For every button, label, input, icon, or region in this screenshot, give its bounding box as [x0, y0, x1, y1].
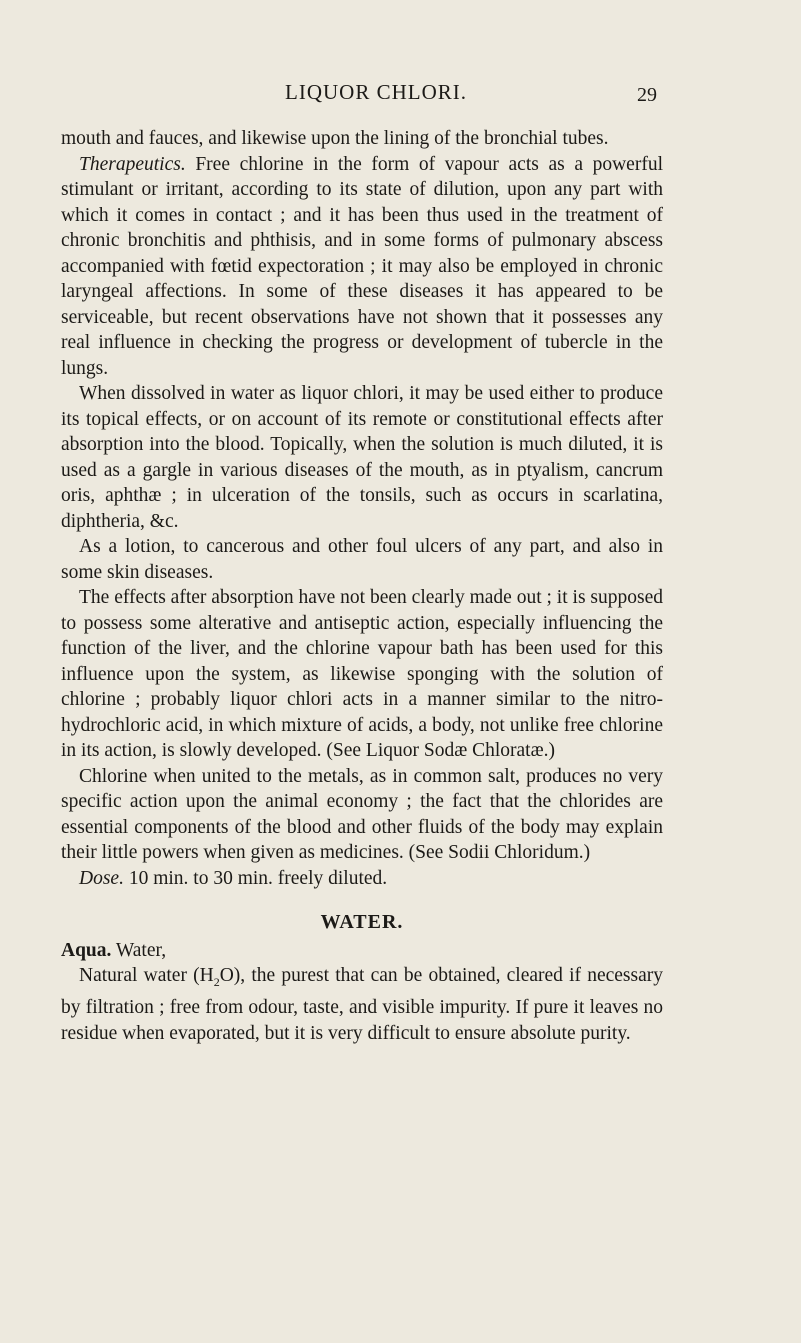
paragraph-natural-water [61, 963, 663, 1046]
paragraph-lotion: As a lotion, to cancerous and other foul ulcers of any part, and also in some skin diseases. [61, 536, 663, 583]
therapeutics-text: Free chlorine in the form of vapour acts as a powerful stimulant or irritant, according to its state of dilution, upon any part with which it comes in contact ; and it has been thus used in the treatment of chronic bronchitis and phthisis, and in some forms of pulmonary abscess accompanied with fœtid expectoration ; it may also be employed in chronic laryngeal affections. In some of these diseases it has appeared to be serviceable, but recent observations have not shown that it possesses any real influence in checking the progress or development of tubercle in the lungs. [61, 153, 663, 379]
paragraph-chlorine-metals: Chlorine when united to the metals, as in common salt, produces no very specific action upon the animal economy ; the fact that the chlorides are essential components of the blood and other fluids of the body may explain their little powers when given as medicines. (See Sodii Chloridum.) [61, 765, 663, 863]
body-text [61, 126, 663, 1046]
water-english-name: Water, [111, 939, 167, 961]
water-latin-name: Aqua. [61, 939, 112, 961]
dose-text: 10 min. to 30 min. freely diluted. [123, 867, 388, 889]
dose-label: Dose. [79, 867, 124, 889]
formula-subscript: 2 [213, 974, 220, 989]
paragraph-dose [61, 866, 663, 892]
running-title: LIQUOR CHLORI. [285, 80, 467, 104]
section-heading-water: WATER. [320, 911, 404, 933]
paragraph-continuation: mouth and fauces, and likewise upon the lining of the bronchial tubes. [61, 128, 609, 149]
paragraph-therapeutics [61, 152, 663, 382]
therapeutics-label: Therapeutics. [79, 153, 186, 175]
paragraph-liquor-chlori: When dissolved in water as liquor chlori, it may be used either to produce its topical effects, or on account of its remote or constitutional effects after absorption into the blood. Topically, when the solution is much diluted, it is used as a gargle in various diseases of the mouth, as in ptyalism, cancrum oris, aphthæ ; in ulceration of the tonsils, such as occurs in scarlatina, diphtheria, &c. [61, 383, 663, 532]
running-head [0, 80, 801, 110]
natural-water-text-start: Natural water (H [79, 965, 214, 986]
paragraph-absorption-effects: The effects after absorption have not been clearly made out ; it is supposed to possess some alterative and antiseptic action, especially influencing the function of the liver, and the chlorine vapour bath has been used for this influence upon the system, as likewise sponging with the solution of chlorine ; probably liquor chlori acts in a manner similar to the nitro-hydrochloric acid, in which mixture of acids, a body, not unlike free chlorine in its action, is slowly developed. (See Liquor Sodæ Chloratæ.) [61, 587, 663, 761]
natural-water-text-end: O), the purest that can be obtained, cleared if necessary by filtration ; free from odour, taste, and visible impurity. If pure it leaves no residue when evaporated, but it is very difficult to ensure absolute purity. [61, 965, 663, 1044]
water-subhead [61, 938, 663, 964]
page-number: 29 [637, 84, 657, 106]
